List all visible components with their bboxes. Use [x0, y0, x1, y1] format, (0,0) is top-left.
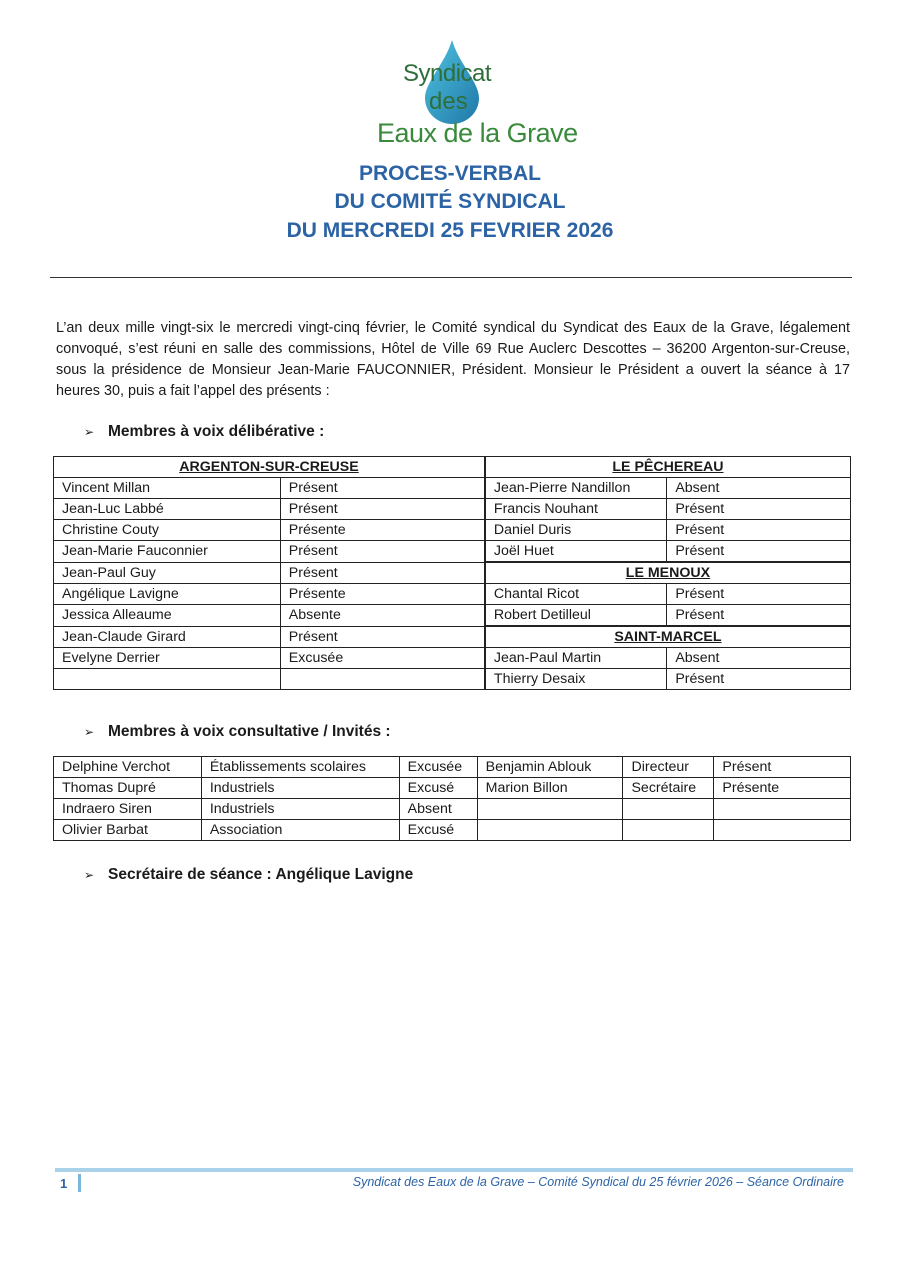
footer-text: Syndicat des Eaux de la Grave – Comité Syndical du 25 février 2026 – Séance Ordinaire [352, 1175, 844, 1189]
member-status: Absent [667, 478, 851, 499]
group-header: LE MENOUX [485, 562, 851, 584]
member-name [54, 669, 281, 690]
guest-status: Absent [399, 799, 477, 820]
footer-rule [55, 1168, 853, 1172]
guest-role: Secrétaire [623, 778, 714, 799]
member-name: Vincent Millan [54, 478, 281, 499]
guest-name: Indraero Siren [54, 799, 202, 820]
guest-status: Présente [714, 778, 851, 799]
page-title-line-2: DU COMITÉ SYNDICAL [334, 190, 566, 213]
member-status: Présent [280, 626, 485, 648]
deliberative-table [53, 456, 851, 690]
page-title-line-1: PROCES-VERBAL [358, 162, 542, 185]
table-row [54, 605, 851, 627]
member-status: Présent [667, 669, 851, 690]
guest-role [623, 820, 714, 841]
guest-status: Présent [714, 757, 851, 778]
consultative-table [53, 756, 851, 841]
section-deliberative-label: Membres à voix délibérative : [108, 423, 325, 440]
group-header: ARGENTON-SUR-CREUSE [54, 457, 485, 478]
member-status: Présent [280, 541, 485, 563]
table-row [54, 778, 851, 799]
member-name: Jean-Paul Guy [54, 562, 281, 584]
member-status: Présent [280, 499, 485, 520]
member-name: Christine Couty [54, 520, 281, 541]
member-name: Chantal Ricot [485, 584, 667, 605]
member-status: Présente [280, 520, 485, 541]
table-row [54, 562, 851, 584]
member-name: Jean-Claude Girard [54, 626, 281, 648]
member-status: Présent [280, 562, 485, 584]
table-row [54, 626, 851, 648]
member-name: Robert Detilleul [485, 605, 667, 627]
guest-role [623, 799, 714, 820]
member-status: Présent [667, 520, 851, 541]
table-row [54, 478, 851, 499]
guest-status [714, 820, 851, 841]
table-row [54, 457, 851, 478]
guest-organisation: Industriels [201, 799, 399, 820]
guest-organisation: Industriels [201, 778, 399, 799]
table-row [54, 799, 851, 820]
table-row [54, 584, 851, 605]
member-name: Daniel Duris [485, 520, 667, 541]
table-row [54, 820, 851, 841]
secretaire-line [84, 866, 413, 884]
section-deliberative [84, 423, 324, 441]
member-status: Présente [280, 584, 485, 605]
guest-status [714, 799, 851, 820]
guest-status: Excusée [399, 757, 477, 778]
table-row [54, 520, 851, 541]
guest-name [477, 799, 623, 820]
member-name: Jean-Pierre Nandillon [485, 478, 667, 499]
member-status: Présent [667, 605, 851, 627]
table-row [54, 757, 851, 778]
member-name: Jessica Alleaume [54, 605, 281, 627]
member-status [280, 669, 485, 690]
group-header: SAINT-MARCEL [485, 626, 851, 648]
member-status: Excusée [280, 648, 485, 669]
page-number: 1 [60, 1176, 68, 1191]
section-consultative [84, 723, 391, 741]
divider [50, 277, 852, 278]
table-row [54, 499, 851, 520]
member-name: Angélique Lavigne [54, 584, 281, 605]
member-name: Joël Huet [485, 541, 667, 563]
logo [377, 36, 578, 154]
guest-status: Excusé [399, 778, 477, 799]
guest-status: Excusé [399, 820, 477, 841]
table-row [54, 669, 851, 690]
arrow-bullet-icon: ➢ [84, 868, 95, 882]
member-status: Absent [667, 648, 851, 669]
table-row [54, 648, 851, 669]
arrow-bullet-icon: ➢ [84, 725, 95, 739]
member-status: Présent [667, 584, 851, 605]
logo-line-2: des [429, 88, 468, 115]
member-name: Jean-Luc Labbé [54, 499, 281, 520]
logo-line-1: Syndicat [403, 60, 492, 87]
intro-paragraph: L’an deux mille vingt-six le mercredi vingt-cinq février, le Comité syndical du Syndicat des Eaux de la Grave, légalement convoqué, s’est réuni en salle des commissions, Hôtel de Ville 69 Rue Auclerc Descottes – 36200 Argenton-sur-Creuse, sous la présidence de Monsieur Jean-Marie FAUCONNIER, Président. Monsieur le Président a ouvert la séance à 17 heures 30, puis a fait l’appel des présents : [56, 320, 850, 399]
logo-line-3: Eaux de la Grave [377, 118, 578, 148]
guest-name: Thomas Dupré [54, 778, 202, 799]
member-status: Présent [667, 541, 851, 563]
guest-name: Delphine Verchot [54, 757, 202, 778]
member-name: Jean-Marie Fauconnier [54, 541, 281, 563]
member-name: Francis Nouhant [485, 499, 667, 520]
footer-accent [78, 1174, 81, 1192]
member-name: Jean-Paul Martin [485, 648, 667, 669]
guest-name [477, 820, 623, 841]
member-name: Thierry Desaix [485, 669, 667, 690]
guest-role: Directeur [623, 757, 714, 778]
guest-name: Benjamin Ablouk [477, 757, 623, 778]
secretaire-label: Secrétaire de séance : Angélique Lavigne [108, 866, 414, 883]
member-status: Absente [280, 605, 485, 627]
arrow-bullet-icon: ➢ [84, 425, 95, 439]
guest-organisation: Établissements scolaires [201, 757, 399, 778]
member-name: Evelyne Derrier [54, 648, 281, 669]
page-title-line-3: DU MERCREDI 25 FEVRIER 2026 [286, 219, 614, 242]
guest-organisation: Association [201, 820, 399, 841]
section-consultative-label: Membres à voix consultative / Invités : [108, 723, 391, 740]
member-status: Présent [667, 499, 851, 520]
guest-name: Marion Billon [477, 778, 623, 799]
member-status: Présent [280, 478, 485, 499]
table-row [54, 541, 851, 563]
guest-name: Olivier Barbat [54, 820, 202, 841]
group-header: LE PÊCHEREAU [485, 457, 851, 478]
